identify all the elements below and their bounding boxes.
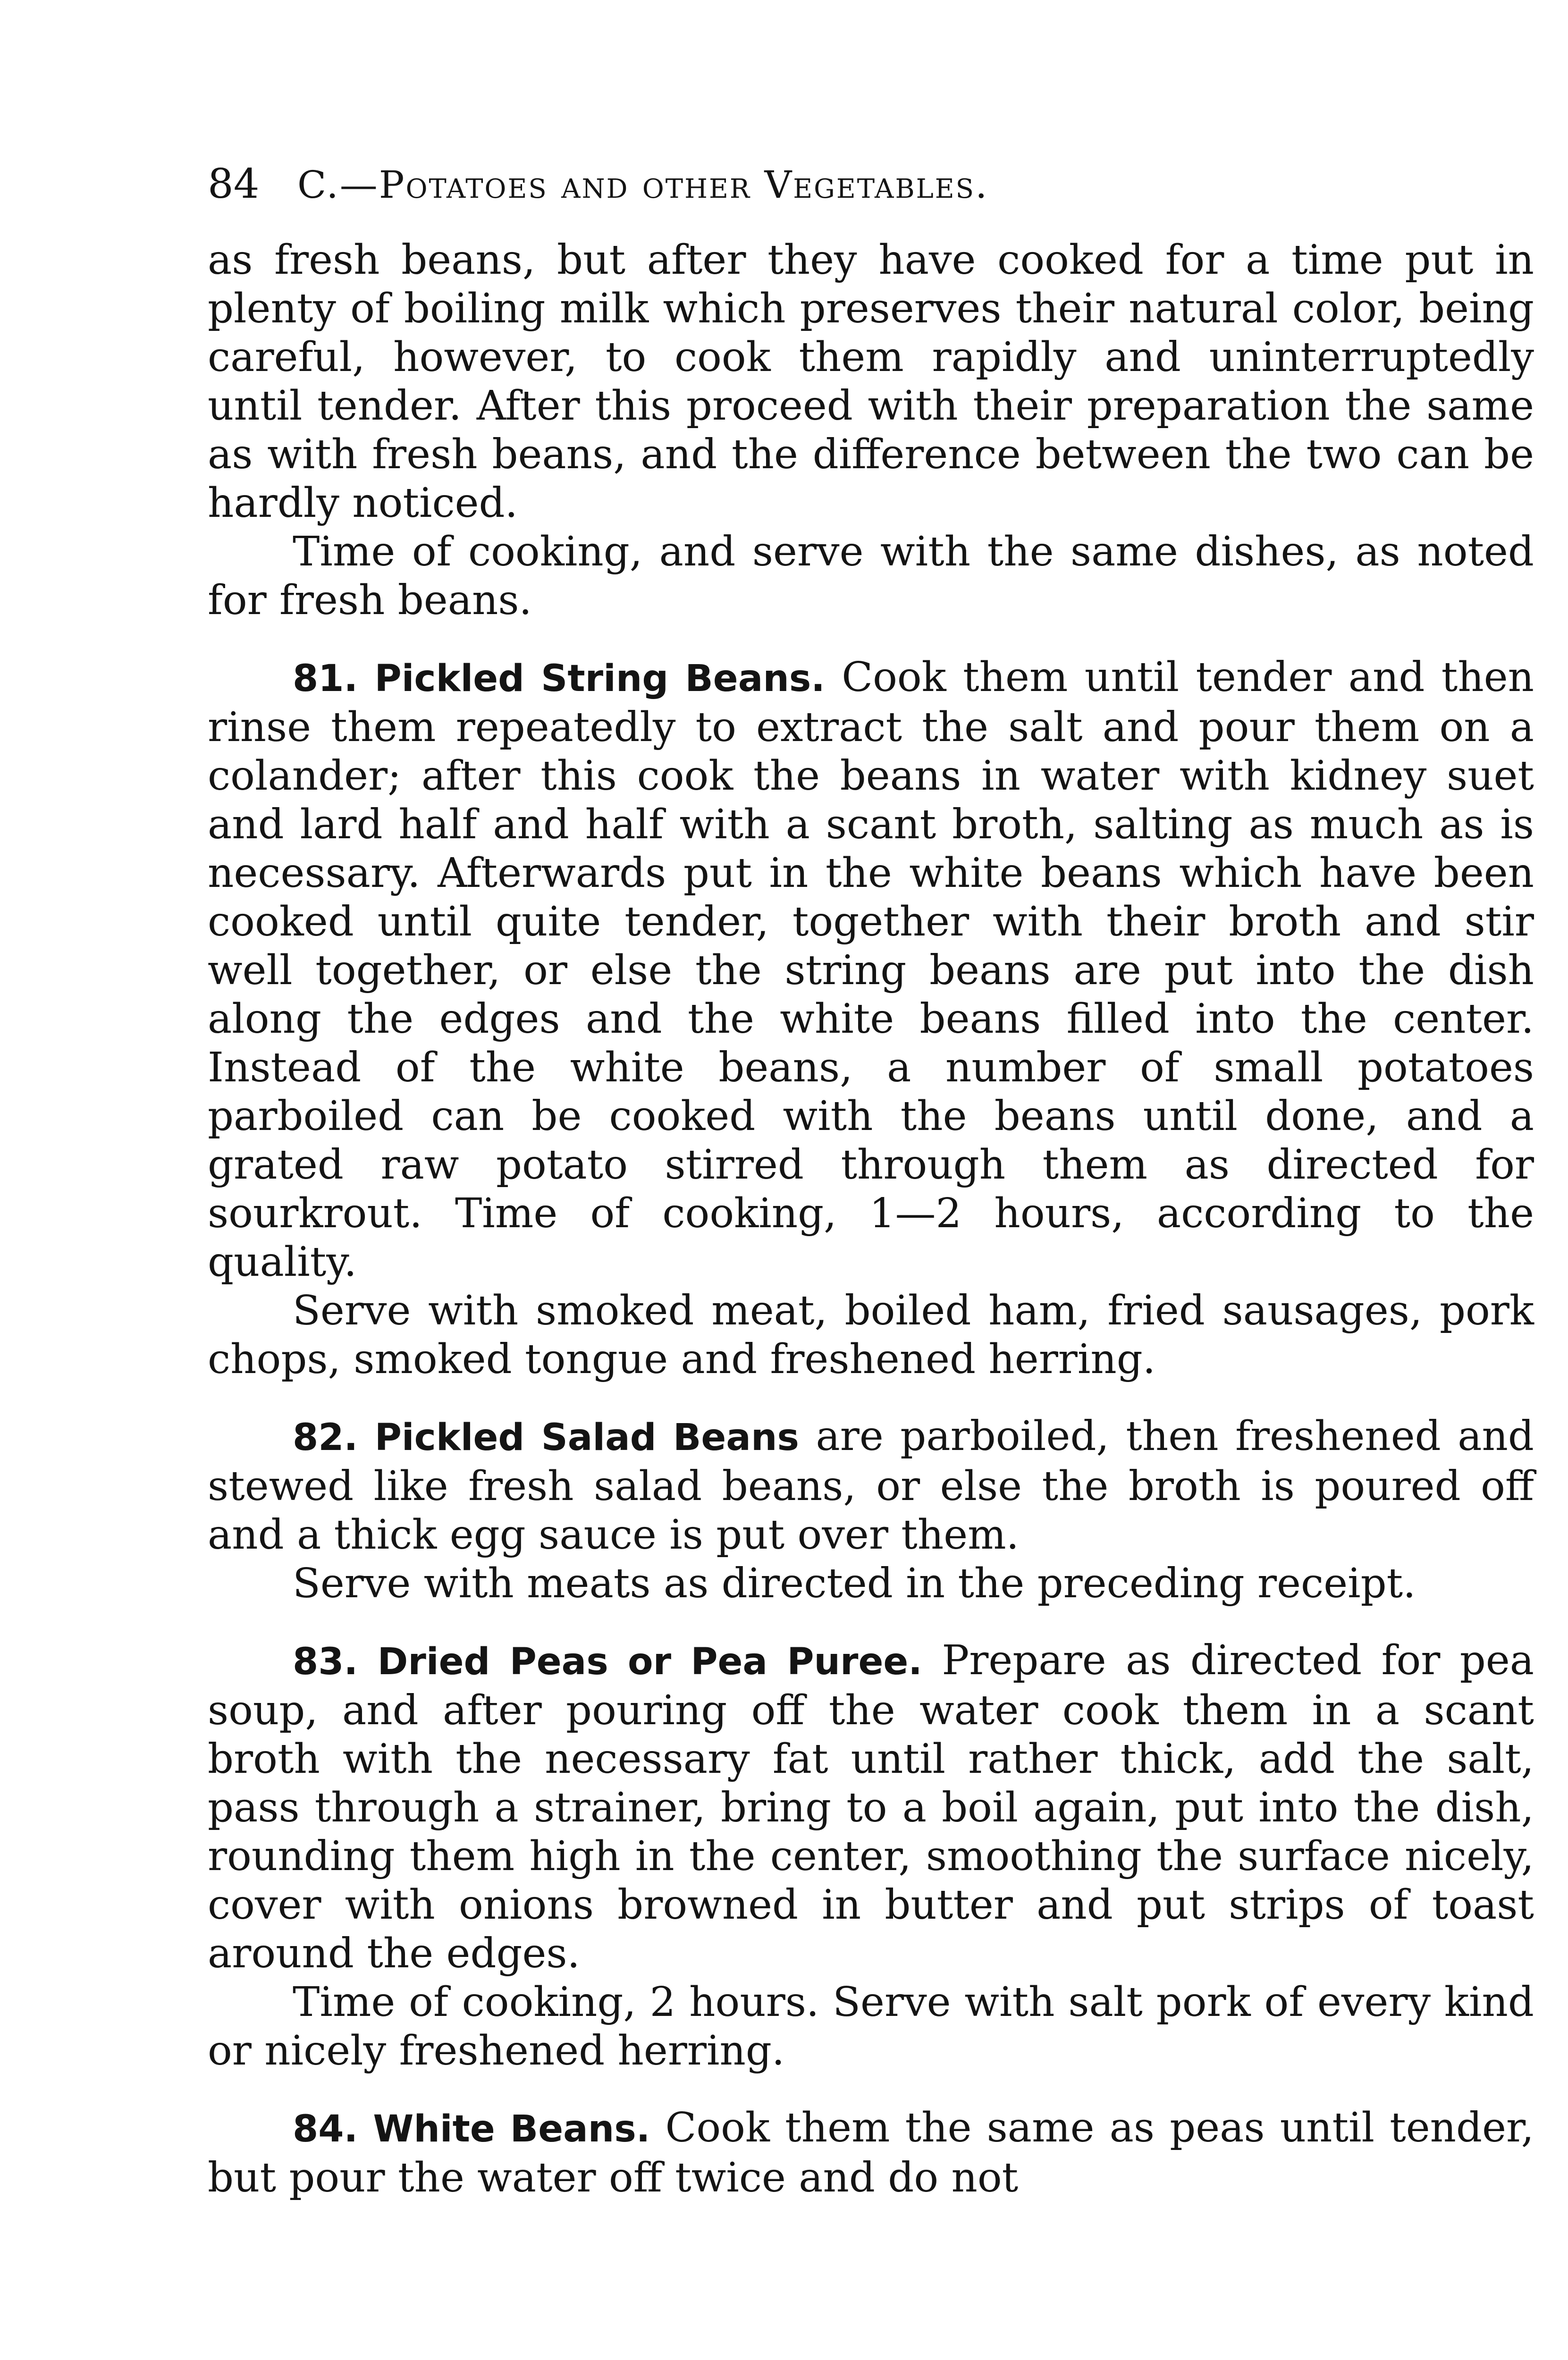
continuation-paragraph: as fresh beans, but after they have cooked for a time put in plenty of boiling milk which preserves their natural color, being careful, however, to cook them rapidly and uninterruptedly until tender. After this proceed with their preparation the same as with fresh beans, and the difference between the two can be hardly noticed. — [208, 236, 1534, 527]
recipe-number: 84. — [293, 2108, 358, 2150]
recipe-text: Cook them the same as peas until tender, but pour the water off twice and do not — [208, 2104, 1534, 2201]
recipe-name: Pickled Salad Beans — [374, 1416, 799, 1459]
recipe-name: Pickled String Beans. — [374, 657, 825, 700]
recipe-text: Cook them until tender and then rinse them repeatedly to extract the salt and pour them on a colander; after this cook the beans in water with kidney suet and lard half and half with a scant broth, salting as much as is necessary. Afterwards put in the white beans which have been cooked until quite tender, together with their broth and stir well together, or else the string beans are put into the dish along the edges and the white beans filled into the center. Instead of the white beans, a number of small potatoes parboiled can be cooked with the beans until done, and a grated raw potato stirred through them as directed for sourkrout. Time of cooking, 1—2 hours, according to the quality. — [208, 654, 1534, 1286]
recipe-name: Dried Peas or Pea Puree. — [377, 1641, 922, 1683]
recipe-text: Prepare as directed for pea soup, and after pouring off the water cook them in a scant broth with the necessary fat until rather thick, add the salt, pass through a strainer, bring to a boil again, put into the dish, rounding them high in the center, smoothing the surface nicely, cover with onions browned in butter and put strips of toast around the edges. — [208, 1637, 1534, 1977]
running-head — [208, 160, 1534, 231]
recipe-number: 83. — [293, 1641, 358, 1683]
recipe-number: 82. — [293, 1416, 358, 1459]
recipe-paragraph — [208, 653, 1534, 1287]
page-body — [208, 236, 1534, 2202]
recipe-name: White Beans. — [373, 2108, 650, 2150]
recipe-text: are parboiled, then freshened and stewed like fresh salad beans, or else the broth is poured off and a thick egg sauce is put over them. — [208, 1413, 1534, 1559]
continuation-serve-note: Time of cooking, and serve with the same dishes, as noted for fresh beans. — [208, 528, 1534, 624]
recipe-paragraph — [208, 1412, 1534, 1559]
recipe-number: 81. — [293, 657, 358, 700]
recipe-paragraph — [208, 1636, 1534, 1978]
recipe-paragraph — [208, 2104, 1534, 2202]
book-page — [208, 160, 1534, 2202]
recipe-84 — [208, 2104, 1534, 2202]
recipe-serve-note: Serve with meats as directed in the preceding receipt. — [293, 1560, 1416, 1607]
recipe-83 — [208, 1636, 1534, 2075]
section-title: C.—Potatoes and other Vegetables. — [297, 163, 989, 207]
page-number: 84 — [208, 160, 260, 208]
recipe-serve-note: Time of cooking, 2 hours. Serve with salt pork of every kind or nicely freshened herring. — [208, 1979, 1534, 2074]
recipe-81 — [208, 653, 1534, 1384]
recipe-serve-note: Serve with smoked meat, boiled ham, fried sausages, pork chops, smoked tongue and freshened herring. — [208, 1287, 1534, 1383]
recipe-82 — [208, 1412, 1534, 1608]
